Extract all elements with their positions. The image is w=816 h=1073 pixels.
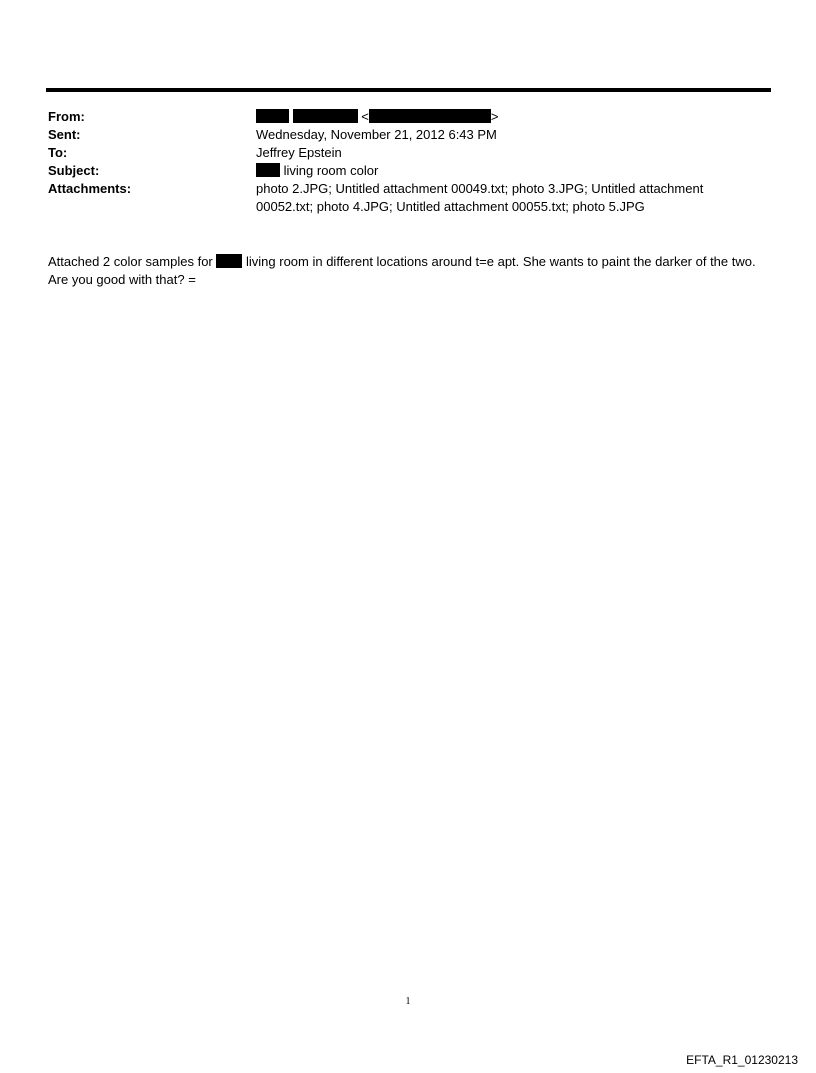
sent-label: Sent:	[48, 127, 81, 142]
redaction-block	[216, 254, 242, 268]
attachments-value	[256, 180, 768, 216]
from-label: From:	[48, 109, 85, 124]
email-body	[48, 253, 773, 289]
email-header	[48, 108, 768, 216]
body-part-2: living room in different locations around t=e apt. She wants to paint the darker of the two. Are you good with that? =	[48, 254, 756, 287]
body-part-1: Attached 2 color samples for	[48, 254, 213, 269]
subject-label: Subject:	[48, 163, 100, 178]
sent-value: Wednesday, November 21, 2012 6:43 PM	[256, 127, 497, 142]
subject-row	[48, 162, 768, 180]
sent-row	[48, 126, 768, 144]
subject-value: living room color	[283, 163, 379, 178]
header-rule	[46, 88, 771, 92]
redaction-block	[256, 163, 280, 177]
redaction-block	[293, 109, 358, 123]
redaction-block	[369, 109, 491, 123]
to-label: To:	[48, 145, 68, 160]
from-value	[256, 108, 768, 126]
document-id: EFTA_R1_01230213	[686, 1053, 798, 1067]
attachments-line-1: photo 2.JPG; Untitled attachment 00049.txt; photo 3.JPG; Untitled attachment	[256, 181, 704, 196]
attachments-row	[48, 180, 768, 216]
to-row	[48, 144, 768, 162]
page-number: 1	[405, 996, 411, 1007]
subject-value-wrap	[256, 162, 768, 180]
to-value: Jeffrey Epstein	[256, 145, 342, 160]
from-open-bracket: <	[361, 109, 369, 124]
redaction-block	[256, 109, 289, 123]
attachments-line-2: 00052.txt; photo 4.JPG; Untitled attachment 00055.txt; photo 5.JPG	[256, 199, 645, 214]
from-row	[48, 108, 768, 126]
from-close-bracket: >	[490, 109, 499, 124]
attachments-label: Attachments:	[48, 181, 132, 196]
